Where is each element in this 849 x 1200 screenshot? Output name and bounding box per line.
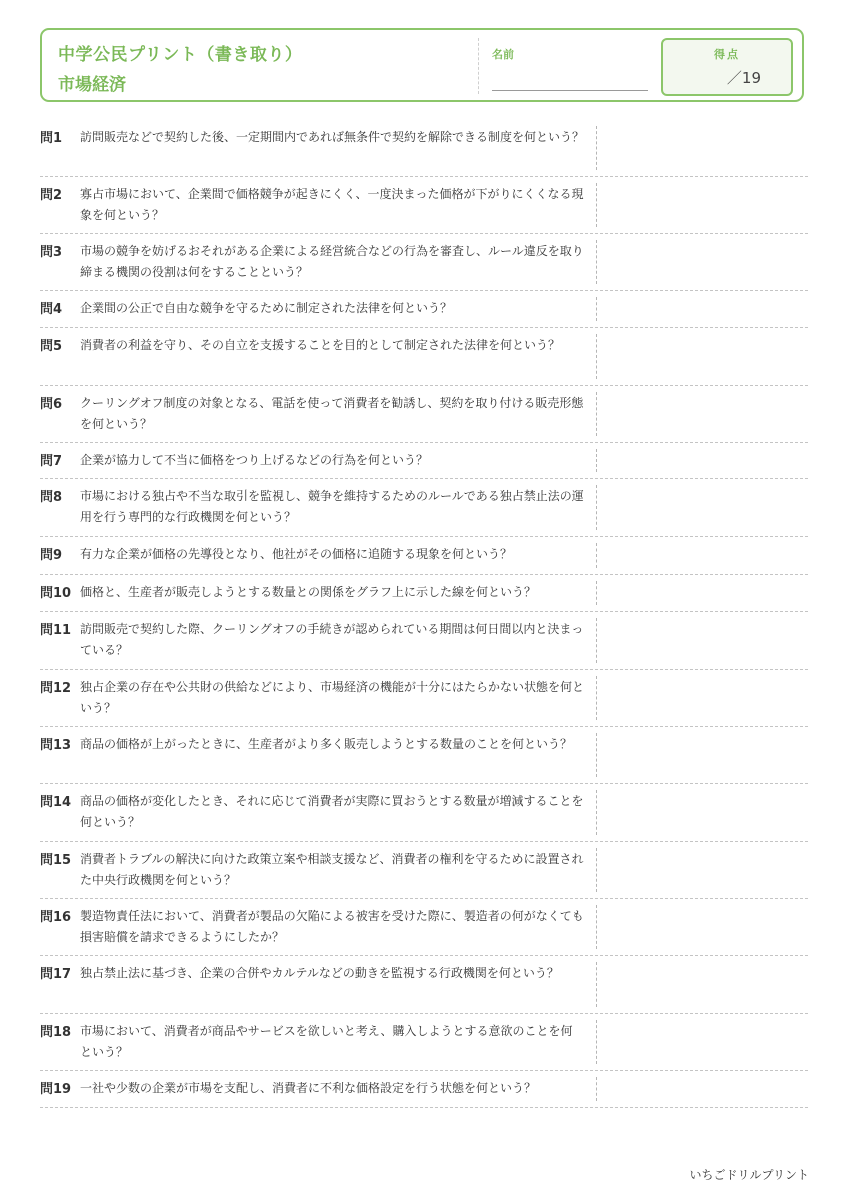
question-text: 訪問販売で契約した際、クーリングオフの手続きが認められている期間は何日間以内と決まっている？ — [80, 622, 584, 657]
answer-area[interactable] — [596, 581, 597, 605]
answer-area[interactable] — [596, 1077, 597, 1101]
question-text: 市場の競争を妨げるおそれがある企業による経営統合などの行為を審査し、ルール違反を取り締まる機関の役割は何をすることという？ — [80, 244, 584, 279]
question-row — [40, 956, 808, 1014]
answer-area[interactable] — [596, 905, 597, 949]
question-row — [40, 234, 808, 291]
answer-area[interactable] — [596, 183, 597, 227]
question-text: クーリングオフ制度の対象となる、電話を使って消費者を勧誘し、契約を取り付ける販売形態を何という？ — [80, 396, 584, 431]
question-number: 問18 — [40, 1025, 72, 1040]
header-divider — [478, 38, 479, 94]
question-row — [40, 842, 808, 899]
answer-area[interactable] — [596, 962, 597, 1007]
question-text: 製造物責任法において、消費者が製品の欠陥による被害を受けた際に、製造者の何がなくても損害賠償を請求できるようにしたか？ — [80, 909, 584, 944]
question-row — [40, 120, 808, 177]
question-row — [40, 1071, 808, 1108]
answer-area[interactable] — [596, 297, 597, 321]
question-row — [40, 670, 808, 727]
question-number: 問7 — [40, 454, 63, 469]
question-row — [40, 386, 808, 443]
question-number: 問1 — [40, 131, 63, 146]
name-label: 名前 — [492, 48, 514, 61]
question-text: 商品の価格が上がったときに、生産者がより多く販売しようとする数量のことを何という？ — [80, 737, 573, 751]
question-text: 一社や少数の企業が市場を支配し、消費者に不利な価格設定を行う状態を何という？ — [80, 1081, 537, 1095]
answer-area[interactable] — [596, 334, 597, 379]
question-number: 問17 — [40, 967, 72, 982]
answer-area[interactable] — [596, 543, 597, 568]
question-text: 企業間の公正で自由な競争を守るために制定された法律を何という？ — [80, 301, 453, 315]
question-text: 価格と、生産者が販売しようとする数量との関係をグラフ上に示した線を何という？ — [80, 585, 537, 599]
worksheet-title: 中学公民プリント（書き取り） — [58, 45, 303, 65]
question-row — [40, 784, 808, 842]
question-row — [40, 328, 808, 386]
question-row — [40, 727, 808, 784]
answer-area[interactable] — [596, 790, 597, 835]
question-number: 問8 — [40, 490, 63, 505]
footer-brand: いちごドリルプリント — [689, 1168, 809, 1182]
worksheet-subtitle: 市場経済 — [58, 75, 126, 95]
question-row — [40, 612, 808, 670]
question-row — [40, 899, 808, 956]
question-row — [40, 479, 808, 537]
answer-area[interactable] — [596, 449, 597, 472]
question-text: 消費者トラブルの解決に向けた政策立案や相談支援など、消費者の権利を守るために設置された中央行政機関を何という？ — [80, 852, 584, 887]
question-number: 問5 — [40, 339, 63, 354]
question-text: 訪問販売などで契約した後、一定期間内であれば無条件で契約を解除できる制度を何という？ — [80, 130, 585, 144]
answer-area[interactable] — [596, 126, 597, 170]
question-row — [40, 575, 808, 612]
question-number: 問15 — [40, 853, 72, 868]
question-row — [40, 291, 808, 328]
answer-area[interactable] — [596, 676, 597, 720]
question-number: 問14 — [40, 795, 72, 810]
answer-area[interactable] — [596, 392, 597, 436]
question-list — [40, 120, 808, 1108]
question-number: 問9 — [40, 548, 63, 563]
question-number: 問13 — [40, 738, 72, 753]
question-number: 問10 — [40, 586, 72, 601]
answer-area[interactable] — [596, 848, 597, 892]
question-number: 問19 — [40, 1082, 72, 1097]
question-number: 問11 — [40, 623, 72, 638]
question-text: 独占企業の存在や公共財の供給などにより、市場経済の機能が十分にはたらかない状態を何という？ — [80, 680, 585, 715]
question-text: 市場において、消費者が商品やサービスを欲しいと考え、購入しようとする意欲のことを何という？ — [80, 1024, 573, 1059]
question-row — [40, 177, 808, 234]
name-field[interactable] — [492, 90, 648, 91]
answer-area[interactable] — [596, 485, 597, 530]
question-number: 問2 — [40, 188, 63, 203]
answer-area[interactable] — [596, 1020, 597, 1064]
question-text: 商品の価格が変化したとき、それに応じて消費者が実際に買おうとする数量が増減することを何という？ — [80, 794, 584, 829]
answer-area[interactable] — [596, 733, 597, 777]
question-number: 問3 — [40, 245, 63, 260]
question-number: 問6 — [40, 397, 63, 412]
question-row — [40, 537, 808, 575]
answer-area[interactable] — [596, 618, 597, 663]
question-text: 企業が協力して不当に価格をつり上げるなどの行為を何という？ — [80, 453, 429, 467]
question-text: 独占禁止法に基づき、企業の合併やカルテルなどの動きを監視する行政機関を何という？ — [80, 966, 559, 980]
question-text: 寡占市場において、企業間で価格競争が起きにくく、一度決まった価格が下がりにくくなる現象を何という？ — [80, 187, 584, 222]
question-row — [40, 443, 808, 479]
score-value: ／19 — [726, 69, 761, 87]
question-text: 市場における独占や不当な取引を監視し、競争を維持するためのルールである独占禁止法の運用を行う専門的な行政機関を何という？ — [80, 489, 584, 524]
question-row — [40, 1014, 808, 1071]
question-text: 消費者の利益を守り、その自立を支援することを目的として制定された法律を何という？ — [80, 338, 561, 352]
worksheet-header — [40, 28, 804, 102]
score-label: 得点 — [714, 48, 740, 61]
score-box — [661, 38, 793, 96]
answer-area[interactable] — [596, 240, 597, 284]
question-number: 問16 — [40, 910, 72, 925]
question-text: 有力な企業が価格の先導役となり、他社がその価格に追随する現象を何という？ — [80, 547, 513, 561]
question-number: 問4 — [40, 302, 63, 317]
question-number: 問12 — [40, 681, 72, 696]
